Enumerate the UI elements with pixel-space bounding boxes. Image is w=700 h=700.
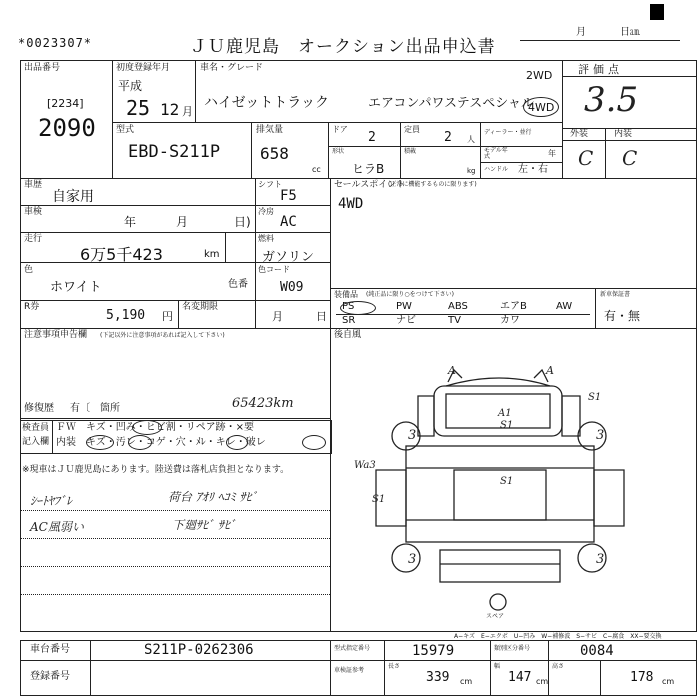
model-label: 型式 [116,125,135,135]
ps-circle [340,301,376,315]
fuel-value: ガソリン [262,250,315,265]
height-label: 高さ [552,663,565,670]
capacity-value: 2 [444,130,452,145]
inspection-year: 年 [124,215,137,229]
length-value: 339 [426,670,450,685]
form-title: ＪＵ鹿児島 オークション出品申込書 [190,37,496,57]
category-label: 類別区分番号 [494,645,531,652]
vehicle-name-label: 車名・グレード [200,63,264,73]
exterior-score: C [578,146,594,170]
damage-legend: A−キズ E−エクボ U−凹み W−補修波 S−サビ C−腐食 XX−要交換 [454,633,662,640]
type-number-label: 型式指定番号 [334,645,371,652]
diagram-mark-s1-bed: S1 [500,476,514,487]
equipment-item: ナビ [396,315,416,326]
remark-line-2-left: AC風弱い [30,520,84,534]
month-label: 月 [576,27,586,38]
rear-label: 後自風 [334,330,362,340]
equipment-item: TV [448,315,461,326]
score-value: 3.5 [584,80,639,120]
doors-value: 2 [368,130,376,145]
inspection-day: 日) [234,215,251,229]
handwritten-mileage: 65423km [232,396,294,411]
warranty-label: 新車保証書 [600,291,631,298]
title-limit-month: 月 [272,310,283,323]
handle-label: ハンドル [484,166,509,173]
interior-label: 内装 [614,129,633,139]
mileage-unit: km [204,249,220,260]
equipment-item: PW [396,301,412,312]
aircon-value: AC [280,214,297,230]
repair-unit: 箇所 [100,403,120,414]
diagram-mark-s1-top: S1 [588,392,602,403]
drive-4wd: 4WD [528,101,555,114]
model-year-label: モデル年式 [484,147,508,160]
equipment-item: SR [342,315,356,326]
shift-value: F5 [280,188,297,204]
lot-label: 出品番号 [24,63,61,73]
warranty-options: 有・無 [604,309,641,323]
chassis-number: S211P-0262306 [144,642,254,658]
length-label: 長さ [388,663,401,670]
repair-label: 修復歴 [24,403,54,414]
registration-label: 初度登録年月 [116,63,171,73]
remark-line-2-right: 下廻ｻﾋﾞ ｻﾋﾞ [172,518,236,532]
model-year-unit: 年 [548,149,556,158]
interior-dirt-circle [128,435,152,450]
day-label: 日㏂ [620,27,640,38]
color-label: 色 [24,265,34,275]
load-label: 積載 [404,148,417,155]
interior-scratch-circle [86,435,114,450]
height-unit: cm [662,677,675,686]
fuel-label: 燃料 [258,234,274,243]
exterior-dent-circle [132,420,162,435]
interior-tear-circle [302,435,326,450]
selling-points-note: (正常に機能するものに限ります) [388,181,477,188]
disclaimer: ※現車はＪＵ鹿児島にあります。陸送費は落札店負担となります。 [22,465,290,475]
diagram-mark-wa3: Wa3 [354,460,376,471]
height-value: 178 [630,670,654,685]
type-number: 15979 [412,643,455,659]
equipment-item: PS [342,301,355,312]
selling-points-label: セールスポイント [334,180,406,190]
vehicle-name: ハイゼットトラック [204,95,330,111]
diagram-mark-a1: A1 [498,408,512,419]
selling-points-value: 4WD [338,196,364,212]
capacity-unit: 人 [467,135,475,144]
exterior-label: 外装 [570,129,589,139]
mileage-value: 6万5千423 [80,245,163,264]
registration-number-label: 登録番号 [30,671,70,682]
vehicle-grade: エアコンパワステスペシャル [368,96,535,111]
width-value: 147 [508,670,532,685]
usage-value: 自家用 [52,189,94,205]
diagram-mark-a-left: A [448,364,456,377]
interior-items: 内装 キズ・汚レ・コゲ・穴・ﾒﾚ・キレ・破レ [56,437,266,448]
registration-month: 12 [160,100,180,119]
diagram-mark-s1-center: S1 [500,420,514,431]
dealer-label: ディーラー・並行 [484,129,532,136]
shape-value: ヒラB [352,162,385,176]
inspection-month: 月 [176,215,189,229]
equipment-item: エアB [500,301,527,312]
spare-label: スペア [486,613,505,620]
color-number-label: 色番 [228,279,248,290]
score-label: 評価点 [578,63,623,76]
recycle-label: R券 [24,302,40,312]
load-unit: kg [467,167,476,175]
registration-month-unit: 月 [182,105,193,118]
color-code-value: W09 [280,280,304,295]
handle-options: 左・右 [518,164,548,175]
interior-score: C [622,146,638,170]
usage-label: 車歴 [24,180,43,190]
mileage-label: 走行 [24,234,43,244]
diagram-mark-wheel-rl: 3 [408,552,417,567]
shape-label: 形状 [332,148,345,155]
width-unit: cm [536,677,549,686]
model-value: EBD-S211P [128,142,221,162]
capacity-label: 定員 [404,125,420,134]
remark-line-1-left: ｼｰﾄﾔﾌﾞﾚ [30,494,73,508]
inspection-record-label-2: 記入欄 [22,437,50,447]
serial-number: *0023307* [18,36,93,50]
notes-sublabel: (下記以外に注意事項があれば記入して下さい) [100,332,225,339]
equipment-item: AW [556,301,573,312]
displacement-value: 658 [260,144,289,163]
title-limit-day: 日 [316,310,327,323]
repair-value: 有〔 [70,403,90,414]
inspection-label: 車検 [24,207,43,217]
corner-marker [650,4,664,20]
diagram-mark-wheel-fl: 3 [408,428,417,443]
doors-label: ドア [332,125,348,134]
interior-wear-circle [226,435,248,450]
exterior-items: ＦＷ キズ・凹み・ヒビ割・リペア跡・×要 [56,422,254,433]
diagram-mark-a-right: A [546,364,554,377]
equipment-item: ABS [448,301,468,312]
diagram-mark-wheel-rr: 3 [596,552,605,567]
lot-code: [2234] [47,97,84,110]
displacement-label: 排気量 [256,125,284,135]
registration-era: 平成 [118,79,143,93]
vehicle-diagram [336,350,692,622]
color-code-label: 色コード [258,265,290,274]
diagram-mark-wheel-fr: 3 [596,428,605,443]
aircon-label: 冷房 [258,207,274,216]
diagram-mark-s1-left: S1 [372,494,386,505]
displacement-unit: cc [312,165,321,174]
truck-outline [376,370,624,610]
notes-label: 注意事項申告欄 [24,330,88,340]
recycle-unit: 円 [162,310,173,323]
registration-year: 25 [126,96,151,120]
equipment-note: (純正品に限り○をつけて下さい) [366,291,454,298]
remark-line-1-right: 荷台 ｱｵﾘ ﾍｺﾐ ｻﾋﾞ [168,490,258,504]
width-label: 幅 [494,663,501,670]
shift-label: シフト [258,180,282,189]
lot-number: 2090 [38,114,96,142]
drive-2wd: 2WD [526,69,553,82]
length-unit: cm [460,677,473,686]
drive-4wd-circle [523,97,559,117]
category-number: 0084 [580,643,614,659]
equipment-label: 装備品 [334,290,358,299]
equipment-item: カワ [500,315,520,326]
inspection-record-label-1: 検査員 [22,423,50,433]
reference-label: 車検証参考 [334,667,365,674]
title-limit-label: 名変期限 [182,302,219,312]
recycle-value: 5,190 [106,308,146,323]
chassis-label: 車台番号 [30,644,70,655]
color-value: ホワイト [50,280,102,295]
